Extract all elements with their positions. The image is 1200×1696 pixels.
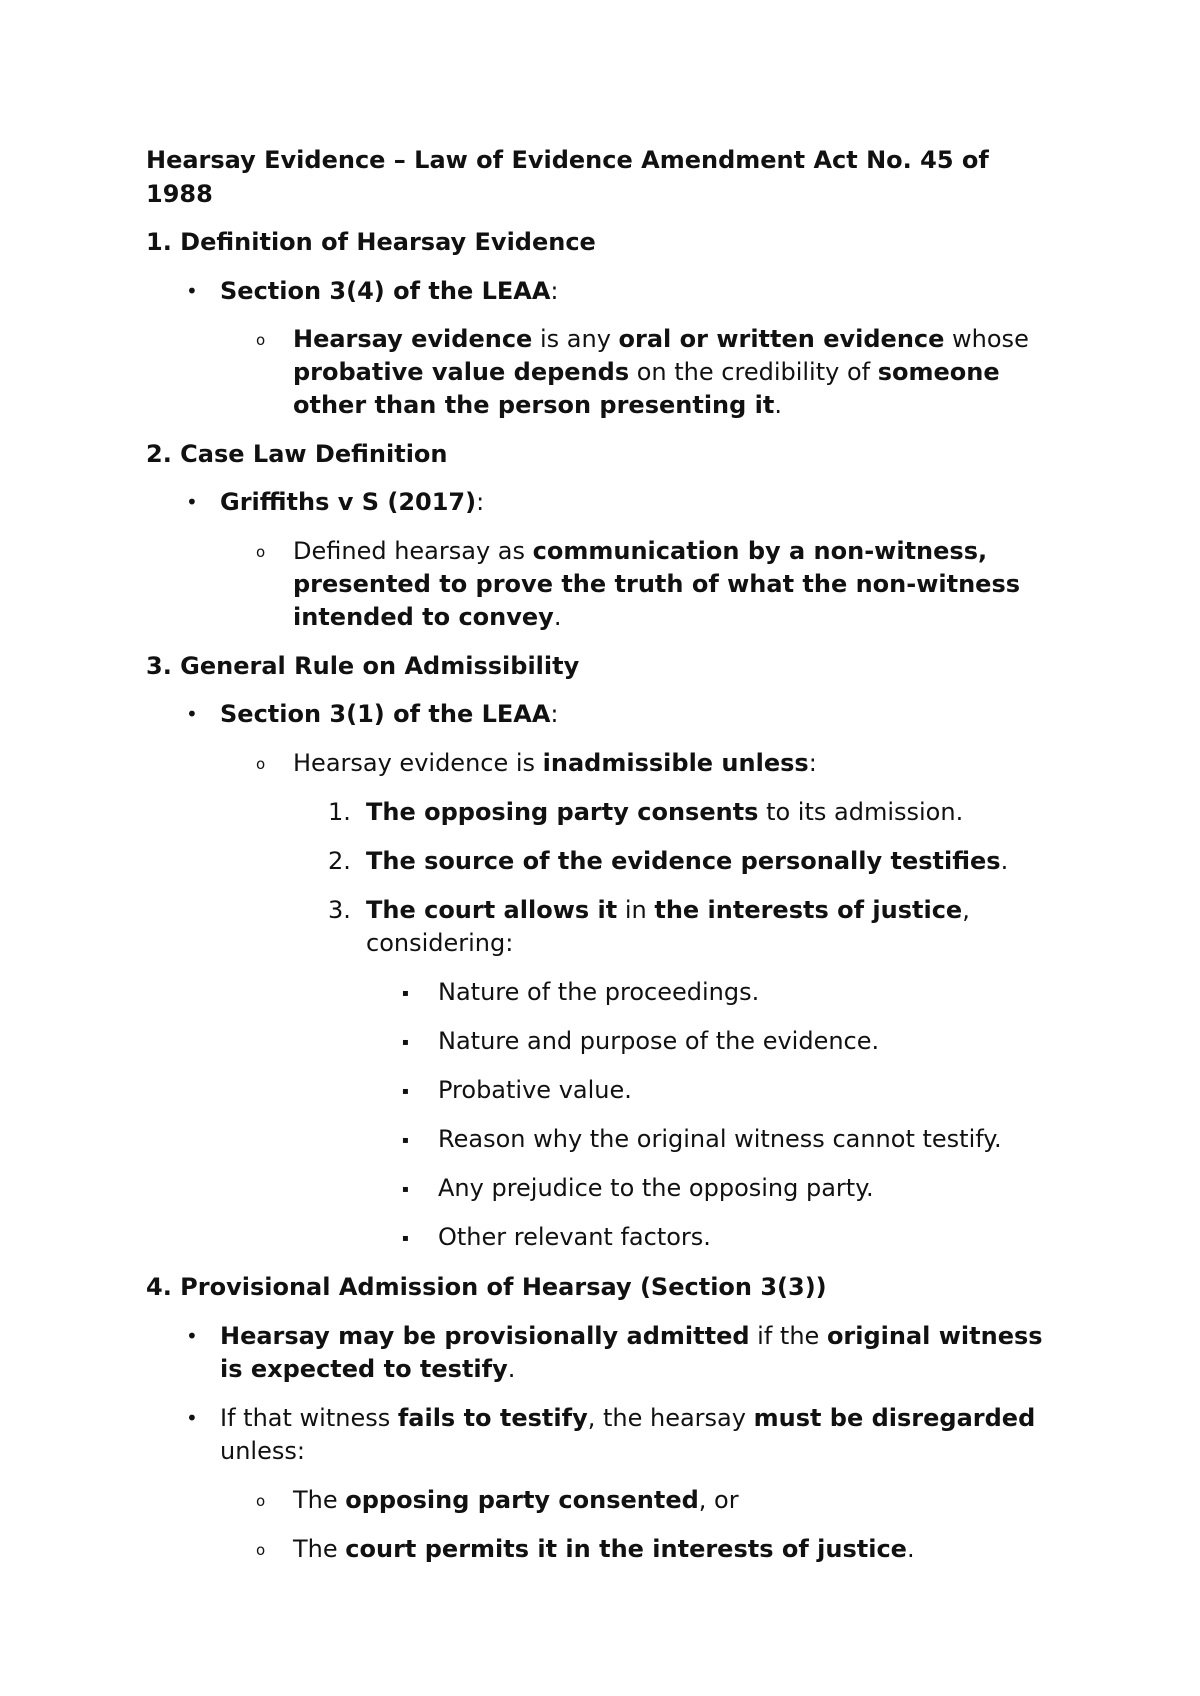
section-3-rule: Hearsay evidence is inadmissible unless:	[293, 749, 817, 777]
section-4-bullet-1-line-2: is expected to testify.	[220, 1355, 516, 1383]
circle-marker: o	[256, 1492, 266, 1510]
circle-marker: o	[256, 543, 266, 561]
square-marker: ▪	[402, 1184, 409, 1195]
bullet-marker: •	[186, 1324, 198, 1348]
circle-marker: o	[256, 331, 266, 349]
section-2-definition-line-2: presented to prove the truth of what the non-witness	[293, 570, 1021, 598]
section-2-definition-line-3: intended to convey.	[293, 603, 562, 631]
exception-3-line-1: The court allows it in the interests of justice,	[366, 896, 970, 924]
section-4-bullet-2-line-2: unless:	[220, 1437, 305, 1465]
section-4-condition-1: The opposing party consented, or	[293, 1486, 739, 1514]
section-1-definition-line-1: Hearsay evidence is any oral or written evidence whose	[293, 325, 1029, 353]
factor-item: Any prejudice to the opposing party.	[438, 1174, 874, 1202]
square-marker: ▪	[402, 1135, 409, 1146]
section-4-condition-2: The court permits it in the interests of justice.	[293, 1535, 915, 1563]
section-4-bullet-1-line-1: Hearsay may be provisionally admitted if the original witness	[220, 1322, 1043, 1350]
section-1-definition-line-2: probative value depends on the credibility of someone	[293, 358, 1000, 386]
section-1-definition-line-3: other than the person presenting it.	[293, 391, 783, 419]
factor-item: Reason why the original witness cannot testify.	[438, 1125, 1002, 1153]
section-2-bullet: Griffiths v S (2017):	[220, 488, 485, 516]
factor-item: Nature of the proceedings.	[438, 978, 760, 1006]
document-title-line-1: Hearsay Evidence – Law of Evidence Amendment Act No. 45 of	[146, 146, 989, 174]
square-marker: ▪	[402, 1037, 409, 1048]
square-marker: ▪	[402, 1233, 409, 1244]
list-number: 2.	[328, 847, 351, 875]
section-heading-1: 1. Definition of Hearsay Evidence	[146, 228, 596, 256]
factor-item: Nature and purpose of the evidence.	[438, 1027, 880, 1055]
section-3-bullet: Section 3(1) of the LEAA:	[220, 700, 559, 728]
list-number: 1.	[328, 798, 351, 826]
bullet-marker: •	[186, 702, 198, 726]
exception-2: The source of the evidence personally testifies.	[366, 847, 1009, 875]
section-heading-3: 3. General Rule on Admissibility	[146, 652, 580, 680]
factor-item: Other relevant factors.	[438, 1223, 711, 1251]
factor-item: Probative value.	[438, 1076, 632, 1104]
section-heading-4: 4. Provisional Admission of Hearsay (Section 3(3))	[146, 1273, 827, 1301]
bullet-marker: •	[186, 490, 198, 514]
section-2-definition-line-1: Defined hearsay as communication by a non-witness,	[293, 537, 988, 565]
document-title-line-2: 1988	[146, 180, 213, 208]
list-number: 3.	[328, 896, 351, 924]
circle-marker: o	[256, 1541, 266, 1559]
section-4-bullet-2-line-1: If that witness fails to testify, the hearsay must be disregarded	[220, 1404, 1036, 1432]
bullet-marker: •	[186, 1406, 198, 1430]
exception-3-line-2: considering:	[366, 929, 514, 957]
square-marker: ▪	[402, 1086, 409, 1097]
bullet-marker: •	[186, 279, 198, 303]
section-1-bullet: Section 3(4) of the LEAA:	[220, 277, 559, 305]
section-heading-2: 2. Case Law Definition	[146, 440, 448, 468]
circle-marker: o	[256, 755, 266, 773]
square-marker: ▪	[402, 988, 409, 999]
exception-1: The opposing party consents to its admission.	[366, 798, 964, 826]
